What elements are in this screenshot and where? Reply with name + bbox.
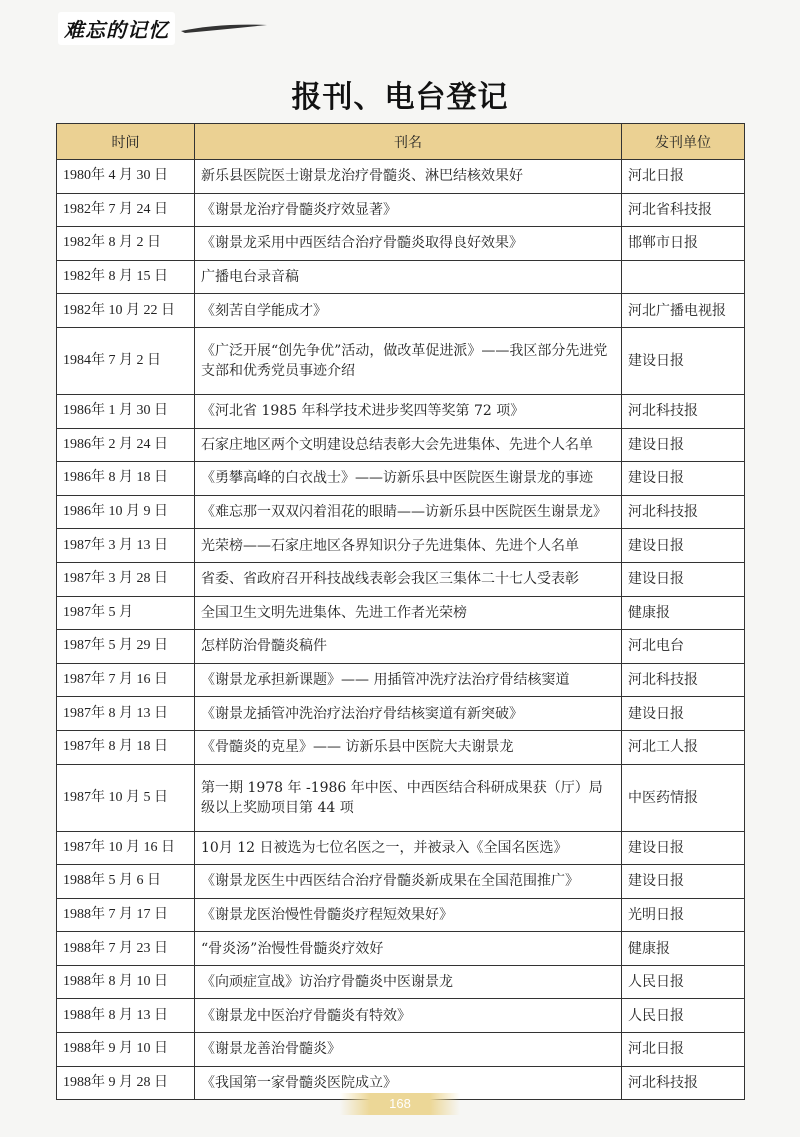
book-logo: 难忘的记忆 xyxy=(58,12,175,45)
table-row xyxy=(57,495,745,529)
column-header-publication: 刊名 xyxy=(195,124,622,160)
cell-publisher xyxy=(622,260,745,294)
cell-date: 1982年 8 月 15 日 xyxy=(57,260,195,294)
table-row xyxy=(57,394,745,428)
table-row xyxy=(57,327,745,394)
cell-publication: 《我国第一家骨髓炎医院成立》 xyxy=(195,1066,622,1100)
cell-publication: 《谢景龙插管冲洗治疗法治疗骨结核窦道有新突破》 xyxy=(195,697,622,731)
cell-publication: 《刻苦自学能成才》 xyxy=(195,294,622,328)
column-header-publisher: 发刊单位 xyxy=(622,124,745,160)
cell-publication: 石家庄地区两个文明建设总结表彰大会先进集体、先进个人名单 xyxy=(195,428,622,462)
cell-publisher: 河北日报 xyxy=(622,1033,745,1067)
cell-publisher: 建设日报 xyxy=(622,865,745,899)
cell-publisher: 邯郸市日报 xyxy=(622,227,745,261)
table-row xyxy=(57,529,745,563)
cell-publisher: 河北省科技报 xyxy=(622,193,745,227)
cell-date: 1987年 3 月 13 日 xyxy=(57,529,195,563)
cell-publisher: 河北科技报 xyxy=(622,394,745,428)
cell-publisher: 建设日报 xyxy=(622,462,745,496)
page-title: 报刊、电台登记 xyxy=(291,80,509,115)
cell-date: 1980年 4 月 30 日 xyxy=(57,160,195,194)
column-header-date: 时间 xyxy=(57,124,195,160)
table-row xyxy=(57,697,745,731)
table-row xyxy=(57,932,745,966)
cell-publisher: 河北日报 xyxy=(622,160,745,194)
cell-date: 1982年 10 月 22 日 xyxy=(57,294,195,328)
cell-date: 1986年 2 月 24 日 xyxy=(57,428,195,462)
cell-publication: 《河北省 1985 年科学技术进步奖四等奖第 72 项》 xyxy=(195,394,622,428)
cell-date: 1988年 9 月 28 日 xyxy=(57,1066,195,1100)
table-row xyxy=(57,160,745,194)
cell-date: 1986年 1 月 30 日 xyxy=(57,394,195,428)
cell-publication: 省委、省政府召开科技战线表彰会我区三集体二十七人受表彰 xyxy=(195,562,622,596)
cell-publisher: 建设日报 xyxy=(622,697,745,731)
cell-publisher: 河北科技报 xyxy=(622,495,745,529)
cell-publisher: 光明日报 xyxy=(622,898,745,932)
cell-date: 1987年 5 月 xyxy=(57,596,195,630)
cell-date: 1988年 5 月 6 日 xyxy=(57,865,195,899)
cell-publication: 《难忘那一双双闪着泪花的眼睛——访新乐县中医院医生谢景龙》 xyxy=(195,495,622,529)
table-row xyxy=(57,462,745,496)
table-row xyxy=(57,428,745,462)
cell-date: 1987年 7 月 16 日 xyxy=(57,663,195,697)
table-row xyxy=(57,227,745,261)
page-number: 168 xyxy=(389,1096,411,1111)
cell-publication: 《谢景龙治疗骨髓炎疗效显著》 xyxy=(195,193,622,227)
cell-publisher: 建设日报 xyxy=(622,428,745,462)
table-row xyxy=(57,260,745,294)
cell-date: 1982年 8 月 2 日 xyxy=(57,227,195,261)
cell-publication: 《广泛开展“创先争优”活动，做改革促进派》——我区部分先进党支部和优秀党员事迹介绍 xyxy=(195,327,622,394)
cell-publisher: 健康报 xyxy=(622,596,745,630)
cell-date: 1988年 8 月 10 日 xyxy=(57,965,195,999)
cell-publisher: 建设日报 xyxy=(622,529,745,563)
cell-publication: 《谢景龙承担新课题》—— 用插管冲洗疗法治疗骨结核窦道 xyxy=(195,663,622,697)
cell-date: 1986年 8 月 18 日 xyxy=(57,462,195,496)
cell-date: 1988年 7 月 17 日 xyxy=(57,898,195,932)
cell-publication: 光荣榜——石家庄地区各界知识分子先进集体、先进个人名单 xyxy=(195,529,622,563)
table-row xyxy=(57,865,745,899)
cell-publisher: 河北电台 xyxy=(622,630,745,664)
cell-date: 1984年 7 月 2 日 xyxy=(57,327,195,394)
cell-date: 1986年 10 月 9 日 xyxy=(57,495,195,529)
cell-publication: 《谢景龙医生中西医结合治疗骨髓炎新成果在全国范围推广》 xyxy=(195,865,622,899)
cell-publisher: 河北科技报 xyxy=(622,1066,745,1100)
cell-publisher: 健康报 xyxy=(622,932,745,966)
cell-publisher: 河北科技报 xyxy=(622,663,745,697)
table-row xyxy=(57,898,745,932)
table-header-row xyxy=(57,124,745,160)
table-body xyxy=(57,160,745,1100)
page-header xyxy=(58,8,269,48)
cell-date: 1987年 8 月 13 日 xyxy=(57,697,195,731)
cell-publisher: 河北工人报 xyxy=(622,730,745,764)
cell-publication: 《谢景龙采用中西医结合治疗骨髓炎取得良好效果》 xyxy=(195,227,622,261)
cell-publisher: 建设日报 xyxy=(622,562,745,596)
cell-publisher: 人民日报 xyxy=(622,999,745,1033)
cell-publication: 广播电台录音稿 xyxy=(195,260,622,294)
cell-date: 1988年 7 月 23 日 xyxy=(57,932,195,966)
cell-publisher: 中医药情报 xyxy=(622,764,745,831)
cell-publication: 《谢景龙善治骨髓炎》 xyxy=(195,1033,622,1067)
cell-date: 1987年 10 月 5 日 xyxy=(57,764,195,831)
cell-publisher: 建设日报 xyxy=(622,831,745,865)
cell-date: 1987年 8 月 18 日 xyxy=(57,730,195,764)
cell-publication: 《谢景龙中医治疗骨髓炎有特效》 xyxy=(195,999,622,1033)
registration-table xyxy=(56,123,745,1100)
cell-publication: 怎样防治骨髓炎稿件 xyxy=(195,630,622,664)
table-row xyxy=(57,596,745,630)
table-row xyxy=(57,630,745,664)
cell-publisher: 建设日报 xyxy=(622,327,745,394)
cell-publication: 《骨髓炎的克星》—— 访新乐县中医院大夫谢景龙 xyxy=(195,730,622,764)
cell-publication: 《向顽症宣战》访治疗骨髓炎中医谢景龙 xyxy=(195,965,622,999)
table-row xyxy=(57,764,745,831)
page-footer xyxy=(340,1093,460,1115)
table-row xyxy=(57,831,745,865)
cell-publication: 10月 12 日被选为七位名医之一，并被录入《全国名医选》 xyxy=(195,831,622,865)
table-row xyxy=(57,193,745,227)
cell-date: 1987年 3 月 28 日 xyxy=(57,562,195,596)
cell-publisher: 人民日报 xyxy=(622,965,745,999)
table-row xyxy=(57,730,745,764)
cell-publisher: 河北广播电视报 xyxy=(622,294,745,328)
table-row xyxy=(57,562,745,596)
table-row xyxy=(57,965,745,999)
cell-date: 1988年 8 月 13 日 xyxy=(57,999,195,1033)
table-row xyxy=(57,294,745,328)
cell-publication: 《勇攀高峰的白衣战士》——访新乐县中医院医生谢景龙的事迹 xyxy=(195,462,622,496)
cell-publication: “骨炎汤”治慢性骨髓炎疗效好 xyxy=(195,932,622,966)
cell-date: 1988年 9 月 10 日 xyxy=(57,1033,195,1067)
cell-date: 1987年 5 月 29 日 xyxy=(57,630,195,664)
table-row xyxy=(57,999,745,1033)
cell-publication: 第一期 1978 年 -1986 年中医、中西医结合科研成果获（厅）局级以上奖励项目第 44 项 xyxy=(195,764,622,831)
cell-date: 1982年 7 月 24 日 xyxy=(57,193,195,227)
cell-publication: 新乐县医院医士谢景龙治疗骨髓炎、淋巴结核效果好 xyxy=(195,160,622,194)
cell-publication: 《谢景龙医治慢性骨髓炎疗程短效果好》 xyxy=(195,898,622,932)
brush-stroke-icon xyxy=(179,21,269,35)
cell-publication: 全国卫生文明先进集体、先进工作者光荣榜 xyxy=(195,596,622,630)
table-row xyxy=(57,1033,745,1067)
table-row xyxy=(57,663,745,697)
cell-date: 1987年 10 月 16 日 xyxy=(57,831,195,865)
